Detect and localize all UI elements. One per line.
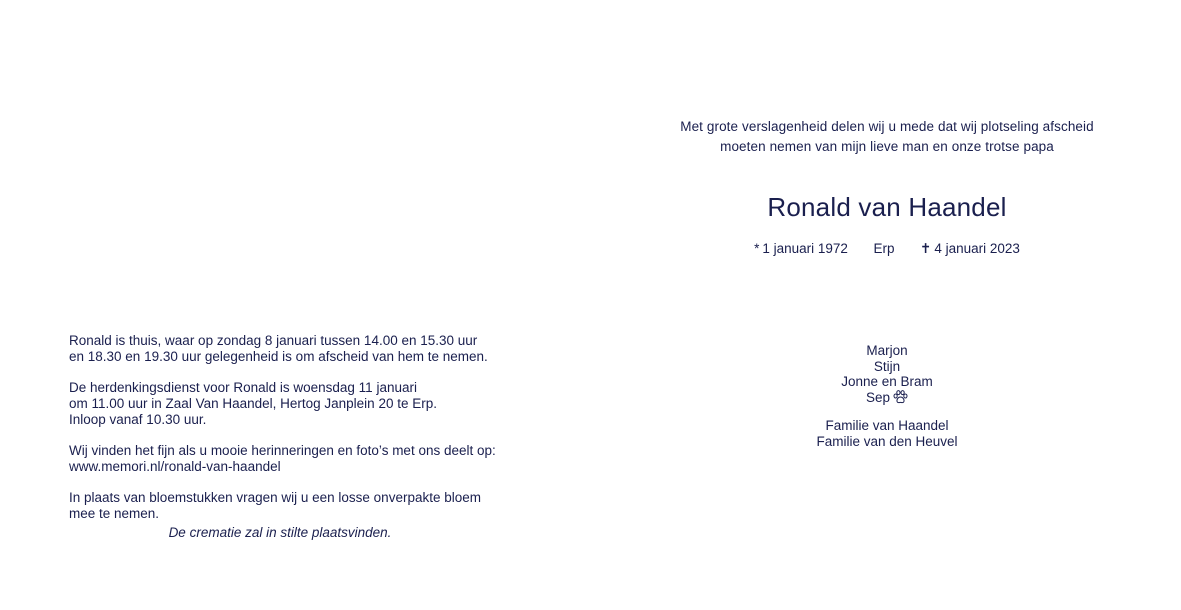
memori-link: www.memori.nl/ronald-van-haandel <box>69 459 281 474</box>
text-line: Wij vinden het fijn als u mooie herinneringen en foto’s met ons deelt op: <box>69 443 496 458</box>
text-line: Inloop vanaf 10.30 uur. <box>69 412 207 427</box>
family-member: Marjon <box>866 343 908 358</box>
birth-symbol: * <box>754 241 760 256</box>
deceased-name: Ronald van Haandel <box>767 192 1007 222</box>
death-symbol: ✝ <box>920 241 932 256</box>
family-name: Familie van den Heuvel <box>816 433 958 449</box>
life-dates <box>597 240 1177 258</box>
text-line: De herdenkingsdienst voor Ronald is woensdag 11 januari <box>69 380 417 395</box>
family-member: Sep <box>865 389 891 405</box>
intro-line-1: Met grote verslagenheid delen wij u mede dat wij plotseling afscheid <box>680 119 1094 134</box>
intro-text <box>597 117 1177 157</box>
death-date: 4 januari 2023 <box>934 241 1020 256</box>
text-line: om 11.00 uur in Zaal Van Haandel, Hertog Janplein 20 te Erp. <box>69 396 437 411</box>
place: Erp <box>873 241 895 256</box>
practical-info <box>69 318 539 537</box>
intro-line-2: moeten nemen van mijn lieve man en onze trotse papa <box>720 139 1054 154</box>
family-list <box>597 343 1177 449</box>
text-line: In plaats van bloemstukken vragen wij u een losse onverpakte bloem <box>69 490 481 505</box>
paw-print-icon <box>893 390 908 404</box>
family-member: Stijn <box>873 358 901 374</box>
text-line: en 18.30 en 19.30 uur gelegenheid is om afscheid van hem te nemen. <box>69 349 488 364</box>
text-line: mee te nemen. <box>69 506 160 521</box>
text-line: Ronald is thuis, waar op zondag 8 januari tussen 14.00 en 15.30 uur <box>69 333 478 348</box>
family-member-with-pet <box>597 390 1177 406</box>
announcement-panel <box>597 0 1177 610</box>
birth-date: 1 januari 1972 <box>762 241 848 256</box>
family-name: Familie van Haandel <box>825 418 949 433</box>
closing-note: De crematie zal in stilte plaatsvinden. <box>168 525 392 540</box>
family-member: Jonne en Bram <box>841 374 933 389</box>
